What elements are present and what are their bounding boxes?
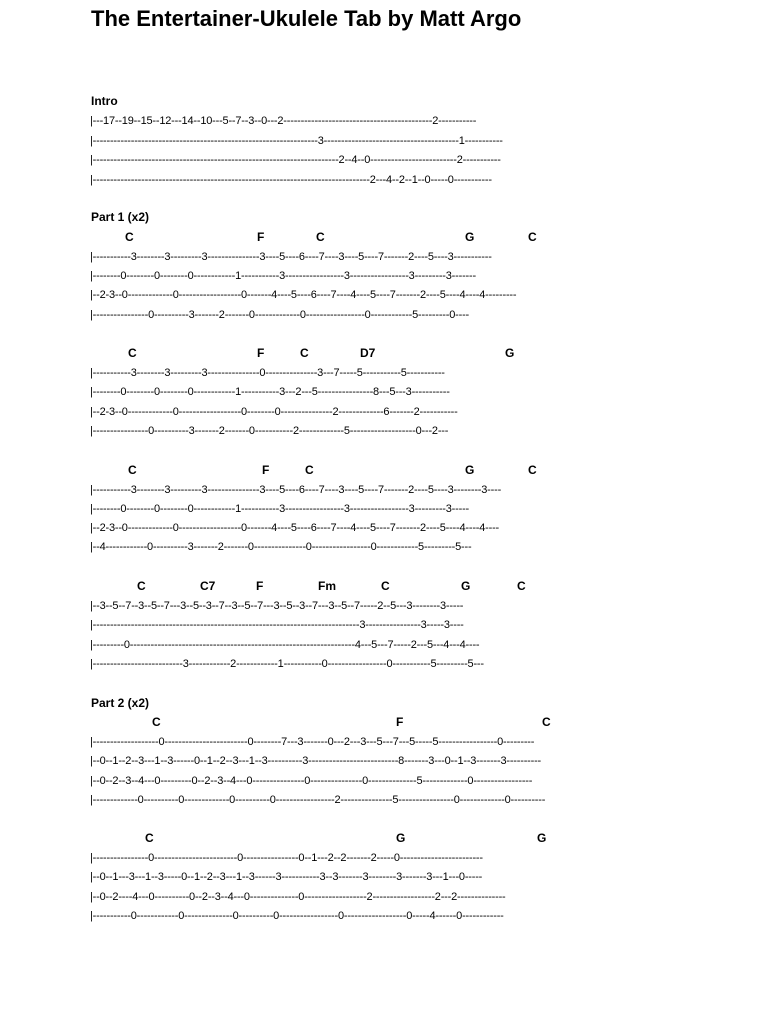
section-label-part1: Part 1 (x2) xyxy=(91,210,150,224)
tab-line: |--3--5--7--3--5--7---3--5--3--7--3--5--7---3--5--3--7---3--5--7-----2--5---3--------3----- xyxy=(90,600,464,612)
tab-line: |--4------------0----------3-------2-------0---------------0-----------------0------------5---------5--- xyxy=(90,541,472,553)
tab-line: |--------------------------3------------2------------1-----------0-----------------0-----------5---------5--- xyxy=(90,658,484,670)
tab-line: |---------0-----------------------------------------------------------------4---5---7-----2---5---4---4---- xyxy=(90,639,480,651)
chord-label: C7 xyxy=(200,579,216,593)
chord-label: C xyxy=(305,463,314,477)
tab-line: |-----------3--------3---------3---------------3----5----6----7----3----5----7-------2----5----3----------- xyxy=(90,251,492,263)
chord-label: F xyxy=(257,230,265,244)
chord-label: Fm xyxy=(318,579,336,593)
tab-line: |--------------------------------------------------------------------------------2---4--2--1--0-----0----------- xyxy=(90,174,492,186)
chord-label: F xyxy=(396,715,404,729)
chord-label: G xyxy=(396,831,406,845)
chord-label: G xyxy=(537,831,547,845)
tab-line: |-------------0----------0-------------0----------0-----------------2---------------5----------------0-------------0---------- xyxy=(90,794,546,806)
tab-line: |-----------------------------------------------------------------3---------------------------------------1----------- xyxy=(90,135,503,147)
tab-line: |--0--2--3--4---0---------0--2--3--4---0---------------0---------------0--------------5-------------0----------------- xyxy=(90,775,533,787)
chord-label: C xyxy=(128,463,137,477)
tab-line: |-----------3--------3---------3---------------0---------------3---7-----5-----------5----------- xyxy=(90,367,445,379)
tab-line: |--2-3--0-------------0------------------0--------0---------------2-------------6-------2----------- xyxy=(90,406,458,418)
chord-label: F xyxy=(256,579,264,593)
tab-line: |--------0--------0--------0------------1-----------3-----------------3-----------------3---------3------- xyxy=(90,270,476,282)
tab-line: |----------------0----------3-------2-------0-----------2-------------5-------------------0---2--- xyxy=(90,425,449,437)
chord-label: G xyxy=(465,463,475,477)
chord-label: C xyxy=(542,715,551,729)
chord-label: C xyxy=(152,715,161,729)
chord-label: C xyxy=(381,579,390,593)
tab-line: |--0--1---3---1--3-----0--1--2--3---1--3------3-----------3--3-------3--------3-------3---1---0----- xyxy=(90,871,483,883)
tab-line: |---17--19--15--12---14--10---5--7--3--0---2-------------------------------------------2----------- xyxy=(90,115,477,127)
tab-line: |--2-3--0-------------0------------------0-------4----5----6----7----4----5----7-------2----5----4----4--------- xyxy=(90,289,517,301)
chord-label: D7 xyxy=(360,346,376,360)
chord-label: C xyxy=(125,230,134,244)
chord-label: C xyxy=(528,463,537,477)
tab-line: |-----------0------------0--------------0----------0-----------------0------------------0-----4------0------------ xyxy=(90,910,504,922)
chord-label: G xyxy=(465,230,475,244)
tab-line: |-----------------------------------------------------------------------------3----------------3-----3---- xyxy=(90,619,464,631)
tab-line: |----------------0------------------------0----------------0--1---2--2-------2-----0------------------------ xyxy=(90,852,483,864)
chord-label: F xyxy=(257,346,265,360)
tab-line: |--2-3--0-------------0------------------0-------4----5----6----7----4----5----7-------2----5----4----4---- xyxy=(90,522,500,534)
chord-label: C xyxy=(137,579,146,593)
chord-label: C xyxy=(300,346,309,360)
chord-label: G xyxy=(461,579,471,593)
tab-line: |-----------3--------3---------3---------------3----5----6----7----3----5----7-------2----5----3--------3---- xyxy=(90,484,502,496)
tab-line: |----------------0----------3-------2-------0-------------0-----------------0------------5---------0---- xyxy=(90,309,469,321)
section-label-part2: Part 2 (x2) xyxy=(91,696,150,710)
chord-label: C xyxy=(316,230,325,244)
chord-label: F xyxy=(262,463,270,477)
chord-label: G xyxy=(505,346,515,360)
chord-label: C xyxy=(128,346,137,360)
tab-line: |-------------------0------------------------0--------7---3-------0---2---3---5---7---5-----5-----------------0--------- xyxy=(90,736,535,748)
section-label-intro: Intro xyxy=(91,94,118,108)
tab-line: |--0--1--2--3---1--3------0--1--2--3---1--3----------3--------------------------8-------3---0--1--3-------3---------- xyxy=(90,755,542,767)
tab-line: |--------0--------0--------0------------1-----------3---2---5----------------8---5---3----------- xyxy=(90,386,450,398)
page-title: The Entertainer-Ukulele Tab by Matt Argo xyxy=(91,6,522,31)
tab-line: |--0--2----4---0----------0--2--3--4---0--------------0------------------2------------------2---2-------------- xyxy=(90,891,506,903)
tab-line: |--------0--------0--------0------------1-----------3-----------------3-----------------3---------3----- xyxy=(90,503,469,515)
tab-line: |-----------------------------------------------------------------------2--4--0-------------------------2----------- xyxy=(90,154,501,166)
chord-label: C xyxy=(145,831,154,845)
chord-label: C xyxy=(517,579,526,593)
chord-label: C xyxy=(528,230,537,244)
